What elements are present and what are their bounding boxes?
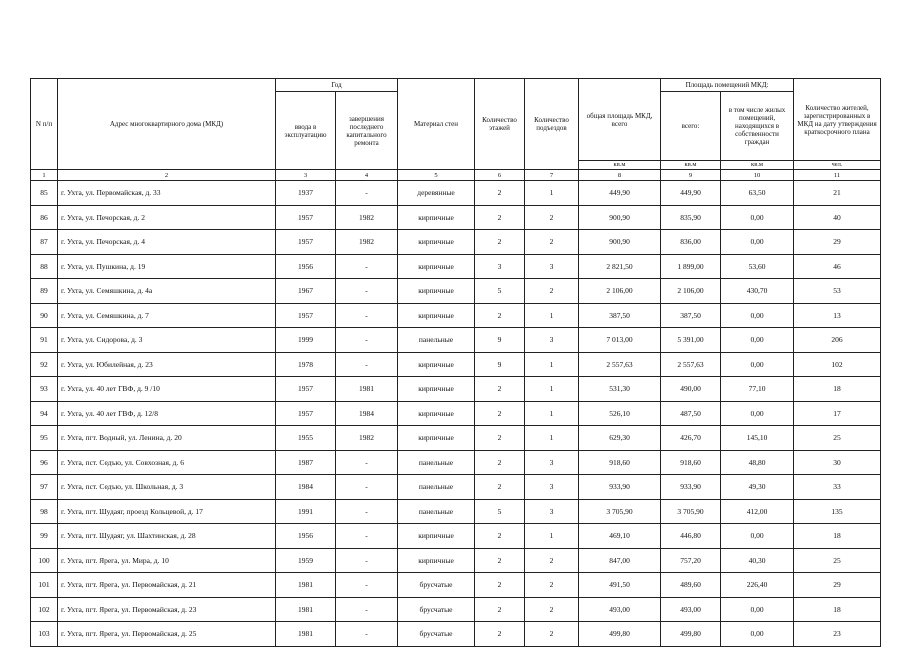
floors-cell: 2	[475, 573, 525, 598]
citizens-area-cell: 77,10	[721, 377, 794, 402]
residents-cell: 18	[794, 377, 881, 402]
row-number: 100	[31, 548, 58, 573]
address-cell: г. Ухта, пгт. Шудаяг, ул. Шахтинская, д. 28	[58, 524, 276, 549]
header-year-repair: завершения последнего капитального ремонта	[336, 92, 398, 170]
total-area-cell: 531,30	[579, 377, 661, 402]
floors-cell: 2	[475, 205, 525, 230]
address-cell: г. Ухта, ул. 40 лет ГВФ, д. 12/8	[58, 401, 276, 426]
total-area-cell: 918,60	[579, 450, 661, 475]
row-number: 103	[31, 622, 58, 647]
floors-cell: 2	[475, 303, 525, 328]
row-number: 90	[31, 303, 58, 328]
column-number: 4	[336, 170, 398, 181]
commission-year-cell: 1957	[276, 303, 336, 328]
row-number: 89	[31, 279, 58, 304]
address-cell: г. Ухта, ул. Семяшкина, д. 4а	[58, 279, 276, 304]
table-row	[31, 279, 881, 304]
citizens-area-cell: 145,10	[721, 426, 794, 451]
column-number: 5	[398, 170, 475, 181]
entrances-cell: 1	[525, 303, 579, 328]
wall-material-cell: панельные	[398, 328, 475, 353]
repair-year-cell: -	[336, 475, 398, 500]
table-row	[31, 205, 881, 230]
total-area-cell: 900,90	[579, 230, 661, 255]
address-cell: г. Ухта, ул. 40 лет ГВФ, д. 9 /10	[58, 377, 276, 402]
residents-cell: 40	[794, 205, 881, 230]
total-area-cell: 2 557,63	[579, 352, 661, 377]
wall-material-cell: кирпичные	[398, 377, 475, 402]
commission-year-cell: 1957	[276, 230, 336, 255]
row-number: 91	[31, 328, 58, 353]
row-number: 96	[31, 450, 58, 475]
unit-premises-citizens: кв.м	[721, 161, 794, 170]
floors-cell: 2	[475, 475, 525, 500]
total-area-cell: 493,00	[579, 597, 661, 622]
residents-cell: 18	[794, 597, 881, 622]
row-number: 97	[31, 475, 58, 500]
residents-cell: 25	[794, 548, 881, 573]
commission-year-cell: 1981	[276, 597, 336, 622]
floors-cell: 5	[475, 499, 525, 524]
commission-year-cell: 1937	[276, 181, 336, 206]
total-area-cell: 2 106,00	[579, 279, 661, 304]
floors-cell: 2	[475, 548, 525, 573]
repair-year-cell: 1982	[336, 205, 398, 230]
entrances-cell: 2	[525, 205, 579, 230]
address-cell: г. Ухта, ул. Сидорова, д. 3	[58, 328, 276, 353]
address-cell: г. Ухта, пгт. Водный, ул. Ленина, д. 20	[58, 426, 276, 451]
commission-year-cell: 1955	[276, 426, 336, 451]
wall-material-cell: кирпичные	[398, 205, 475, 230]
citizens-area-cell: 412,00	[721, 499, 794, 524]
unit-total-area: кв.м	[579, 161, 661, 170]
floors-cell: 2	[475, 230, 525, 255]
row-number: 102	[31, 597, 58, 622]
address-cell: г. Ухта, пгт. Шудаяг, проезд Кольцевой, д. 17	[58, 499, 276, 524]
residents-cell: 30	[794, 450, 881, 475]
total-area-cell: 387,50	[579, 303, 661, 328]
column-number: 11	[794, 170, 881, 181]
residents-cell: 46	[794, 254, 881, 279]
citizens-area-cell: 430,70	[721, 279, 794, 304]
address-cell: г. Ухта, пст. Седъю, ул. Совхозная, д. 6	[58, 450, 276, 475]
commission-year-cell: 1981	[276, 622, 336, 647]
premises-area-cell: 426,70	[661, 426, 721, 451]
table-row	[31, 328, 881, 353]
total-area-cell: 2 821,50	[579, 254, 661, 279]
address-cell: г. Ухта, пгт. Ярега, ул. Первомайская, д. 21	[58, 573, 276, 598]
column-number: 10	[721, 170, 794, 181]
wall-material-cell: кирпичные	[398, 230, 475, 255]
repair-year-cell: 1981	[336, 377, 398, 402]
total-area-cell: 7 013,00	[579, 328, 661, 353]
header-premises-area: Площадь помещений МКД:	[661, 79, 794, 92]
address-cell: г. Ухта, пст. Седъю, ул. Школьная, д. 3	[58, 475, 276, 500]
premises-area-cell: 449,90	[661, 181, 721, 206]
row-number: 88	[31, 254, 58, 279]
premises-area-cell: 836,00	[661, 230, 721, 255]
commission-year-cell: 1978	[276, 352, 336, 377]
wall-material-cell: панельные	[398, 499, 475, 524]
residents-cell: 33	[794, 475, 881, 500]
address-cell: г. Ухта, ул. Печорская, д. 4	[58, 230, 276, 255]
repair-year-cell: -	[336, 597, 398, 622]
row-number: 98	[31, 499, 58, 524]
citizens-area-cell: 0,00	[721, 352, 794, 377]
column-number: 3	[276, 170, 336, 181]
wall-material-cell: панельные	[398, 475, 475, 500]
total-area-cell: 491,50	[579, 573, 661, 598]
residents-cell: 21	[794, 181, 881, 206]
floors-cell: 2	[475, 450, 525, 475]
column-number: 2	[58, 170, 276, 181]
entrances-cell: 3	[525, 450, 579, 475]
entrances-cell: 1	[525, 377, 579, 402]
entrances-cell: 3	[525, 328, 579, 353]
repair-year-cell: -	[336, 279, 398, 304]
address-cell: г. Ухта, пгт. Ярега, ул. Первомайская, д. 25	[58, 622, 276, 647]
premises-area-cell: 5 391,00	[661, 328, 721, 353]
entrances-cell: 3	[525, 254, 579, 279]
header-premises-total: всего:	[661, 92, 721, 161]
wall-material-cell: деревянные	[398, 181, 475, 206]
header-wall: Материал стен	[398, 79, 475, 170]
address-cell: г. Ухта, ул. Первомайская, д. 33	[58, 181, 276, 206]
row-number: 99	[31, 524, 58, 549]
header-residents: Количество жителей, зарегистрированных в МКД на дату утверждения краткосрочного плана	[794, 79, 881, 161]
repair-year-cell: -	[336, 524, 398, 549]
citizens-area-cell: 0,00	[721, 205, 794, 230]
address-cell: г. Ухта, ул. Пушкина, д. 19	[58, 254, 276, 279]
citizens-area-cell: 48,80	[721, 450, 794, 475]
citizens-area-cell: 63,50	[721, 181, 794, 206]
table-row	[31, 377, 881, 402]
table-row	[31, 450, 881, 475]
commission-year-cell: 1957	[276, 401, 336, 426]
wall-material-cell: кирпичные	[398, 426, 475, 451]
table-row	[31, 230, 881, 255]
residents-cell: 29	[794, 230, 881, 255]
repair-year-cell: -	[336, 499, 398, 524]
entrances-cell: 2	[525, 622, 579, 647]
repair-year-cell: 1984	[336, 401, 398, 426]
table-row	[31, 475, 881, 500]
table-body	[31, 181, 881, 647]
premises-area-cell: 933,90	[661, 475, 721, 500]
commission-year-cell: 1999	[276, 328, 336, 353]
repair-year-cell: 1982	[336, 426, 398, 451]
total-area-cell: 847,00	[579, 548, 661, 573]
citizens-area-cell: 0,00	[721, 401, 794, 426]
premises-area-cell: 1 899,00	[661, 254, 721, 279]
commission-year-cell: 1957	[276, 377, 336, 402]
residents-cell: 13	[794, 303, 881, 328]
premises-area-cell: 3 705,90	[661, 499, 721, 524]
repair-year-cell: -	[336, 622, 398, 647]
column-number: 1	[31, 170, 58, 181]
premises-area-cell: 446,80	[661, 524, 721, 549]
header-year: Год	[276, 79, 398, 92]
commission-year-cell: 1956	[276, 524, 336, 549]
table-row	[31, 524, 881, 549]
repair-year-cell: -	[336, 254, 398, 279]
residents-cell: 25	[794, 426, 881, 451]
total-area-cell: 526,10	[579, 401, 661, 426]
address-cell: г. Ухта, ул. Юбилейная, д. 23	[58, 352, 276, 377]
floors-cell: 2	[475, 622, 525, 647]
residents-cell: 135	[794, 499, 881, 524]
column-number: 6	[475, 170, 525, 181]
header-entrances: Количество подъездов	[525, 79, 579, 170]
total-area-cell: 499,80	[579, 622, 661, 647]
table-row	[31, 254, 881, 279]
table-row	[31, 181, 881, 206]
repair-year-cell: -	[336, 352, 398, 377]
total-area-cell: 629,30	[579, 426, 661, 451]
premises-area-cell: 918,60	[661, 450, 721, 475]
total-area-cell: 933,90	[579, 475, 661, 500]
residents-cell: 29	[794, 573, 881, 598]
header-address: Адрес многоквартирного дома (МКД)	[58, 79, 276, 170]
premises-area-cell: 489,60	[661, 573, 721, 598]
floors-cell: 3	[475, 254, 525, 279]
entrances-cell: 1	[525, 426, 579, 451]
residents-cell: 17	[794, 401, 881, 426]
total-area-cell: 469,10	[579, 524, 661, 549]
column-number-row	[31, 170, 881, 181]
row-number: 92	[31, 352, 58, 377]
citizens-area-cell: 0,00	[721, 328, 794, 353]
citizens-area-cell: 0,00	[721, 622, 794, 647]
wall-material-cell: кирпичные	[398, 524, 475, 549]
commission-year-cell: 1981	[276, 573, 336, 598]
entrances-cell: 2	[525, 548, 579, 573]
repair-year-cell: -	[336, 181, 398, 206]
repair-year-cell: -	[336, 548, 398, 573]
premises-area-cell: 487,50	[661, 401, 721, 426]
premises-area-cell: 490,00	[661, 377, 721, 402]
row-number: 93	[31, 377, 58, 402]
wall-material-cell: брусчатые	[398, 573, 475, 598]
wall-material-cell: панельные	[398, 450, 475, 475]
citizens-area-cell: 49,30	[721, 475, 794, 500]
wall-material-cell: кирпичные	[398, 401, 475, 426]
citizens-area-cell: 53,60	[721, 254, 794, 279]
premises-area-cell: 2 557,63	[661, 352, 721, 377]
address-cell: г. Ухта, ул. Печорская, д. 2	[58, 205, 276, 230]
header-year-commission: ввода в эксплуатацию	[276, 92, 336, 170]
residents-cell: 53	[794, 279, 881, 304]
table-row	[31, 548, 881, 573]
unit-premises-total: кв.м	[661, 161, 721, 170]
citizens-area-cell: 40,30	[721, 548, 794, 573]
row-number: 85	[31, 181, 58, 206]
address-cell: г. Ухта, пгт. Ярега, ул. Мира, д. 10	[58, 548, 276, 573]
wall-material-cell: кирпичные	[398, 548, 475, 573]
floors-cell: 2	[475, 524, 525, 549]
repair-year-cell: -	[336, 328, 398, 353]
commission-year-cell: 1991	[276, 499, 336, 524]
entrances-cell: 2	[525, 230, 579, 255]
floors-cell: 2	[475, 426, 525, 451]
entrances-cell: 1	[525, 401, 579, 426]
premises-area-cell: 835,90	[661, 205, 721, 230]
table-row	[31, 597, 881, 622]
commission-year-cell: 1959	[276, 548, 336, 573]
citizens-area-cell: 0,00	[721, 524, 794, 549]
floors-cell: 2	[475, 401, 525, 426]
commission-year-cell: 1967	[276, 279, 336, 304]
commission-year-cell: 1987	[276, 450, 336, 475]
table-row	[31, 499, 881, 524]
repair-year-cell: -	[336, 573, 398, 598]
premises-area-cell: 387,50	[661, 303, 721, 328]
citizens-area-cell: 226,40	[721, 573, 794, 598]
row-number: 86	[31, 205, 58, 230]
residents-cell: 18	[794, 524, 881, 549]
table-row	[31, 303, 881, 328]
header-premises-citizens: в том числе жилых помещений, находящихся в собственности граждан	[721, 92, 794, 161]
wall-material-cell: кирпичные	[398, 254, 475, 279]
residents-cell: 102	[794, 352, 881, 377]
commission-year-cell: 1956	[276, 254, 336, 279]
header-total-area: общая площадь МКД, всего	[579, 79, 661, 161]
row-number: 94	[31, 401, 58, 426]
floors-cell: 9	[475, 328, 525, 353]
floors-cell: 5	[475, 279, 525, 304]
unit-residents: чел.	[794, 161, 881, 170]
repair-year-cell: -	[336, 303, 398, 328]
floors-cell: 9	[475, 352, 525, 377]
premises-area-cell: 493,00	[661, 597, 721, 622]
column-number: 9	[661, 170, 721, 181]
row-number: 95	[31, 426, 58, 451]
floors-cell: 2	[475, 597, 525, 622]
row-number: 87	[31, 230, 58, 255]
row-number: 101	[31, 573, 58, 598]
citizens-area-cell: 0,00	[721, 303, 794, 328]
entrances-cell: 2	[525, 279, 579, 304]
column-number: 7	[525, 170, 579, 181]
total-area-cell: 900,90	[579, 205, 661, 230]
header-floors: Количество этажей	[475, 79, 525, 170]
table-row	[31, 622, 881, 647]
floors-cell: 2	[475, 377, 525, 402]
citizens-area-cell: 0,00	[721, 597, 794, 622]
entrances-cell: 1	[525, 352, 579, 377]
wall-material-cell: брусчатые	[398, 622, 475, 647]
entrances-cell: 1	[525, 181, 579, 206]
premises-area-cell: 757,20	[661, 548, 721, 573]
entrances-cell: 1	[525, 524, 579, 549]
wall-material-cell: брусчатые	[398, 597, 475, 622]
table-row	[31, 401, 881, 426]
floors-cell: 2	[475, 181, 525, 206]
mkd-table	[30, 78, 881, 647]
entrances-cell: 2	[525, 573, 579, 598]
wall-material-cell: кирпичные	[398, 303, 475, 328]
wall-material-cell: кирпичные	[398, 279, 475, 304]
total-area-cell: 449,90	[579, 181, 661, 206]
commission-year-cell: 1984	[276, 475, 336, 500]
header-np: N п/п	[31, 79, 58, 170]
entrances-cell: 3	[525, 499, 579, 524]
address-cell: г. Ухта, ул. Семяшкина, д. 7	[58, 303, 276, 328]
residents-cell: 23	[794, 622, 881, 647]
commission-year-cell: 1957	[276, 205, 336, 230]
residents-cell: 206	[794, 328, 881, 353]
table-row	[31, 352, 881, 377]
total-area-cell: 3 705,90	[579, 499, 661, 524]
table-row	[31, 426, 881, 451]
entrances-cell: 2	[525, 597, 579, 622]
column-number: 8	[579, 170, 661, 181]
repair-year-cell: -	[336, 450, 398, 475]
table-row	[31, 573, 881, 598]
entrances-cell: 3	[525, 475, 579, 500]
premises-area-cell: 2 106,00	[661, 279, 721, 304]
wall-material-cell: кирпичные	[398, 352, 475, 377]
address-cell: г. Ухта, пгт. Ярега, ул. Первомайская, д. 23	[58, 597, 276, 622]
repair-year-cell: 1982	[336, 230, 398, 255]
citizens-area-cell: 0,00	[721, 230, 794, 255]
premises-area-cell: 499,80	[661, 622, 721, 647]
